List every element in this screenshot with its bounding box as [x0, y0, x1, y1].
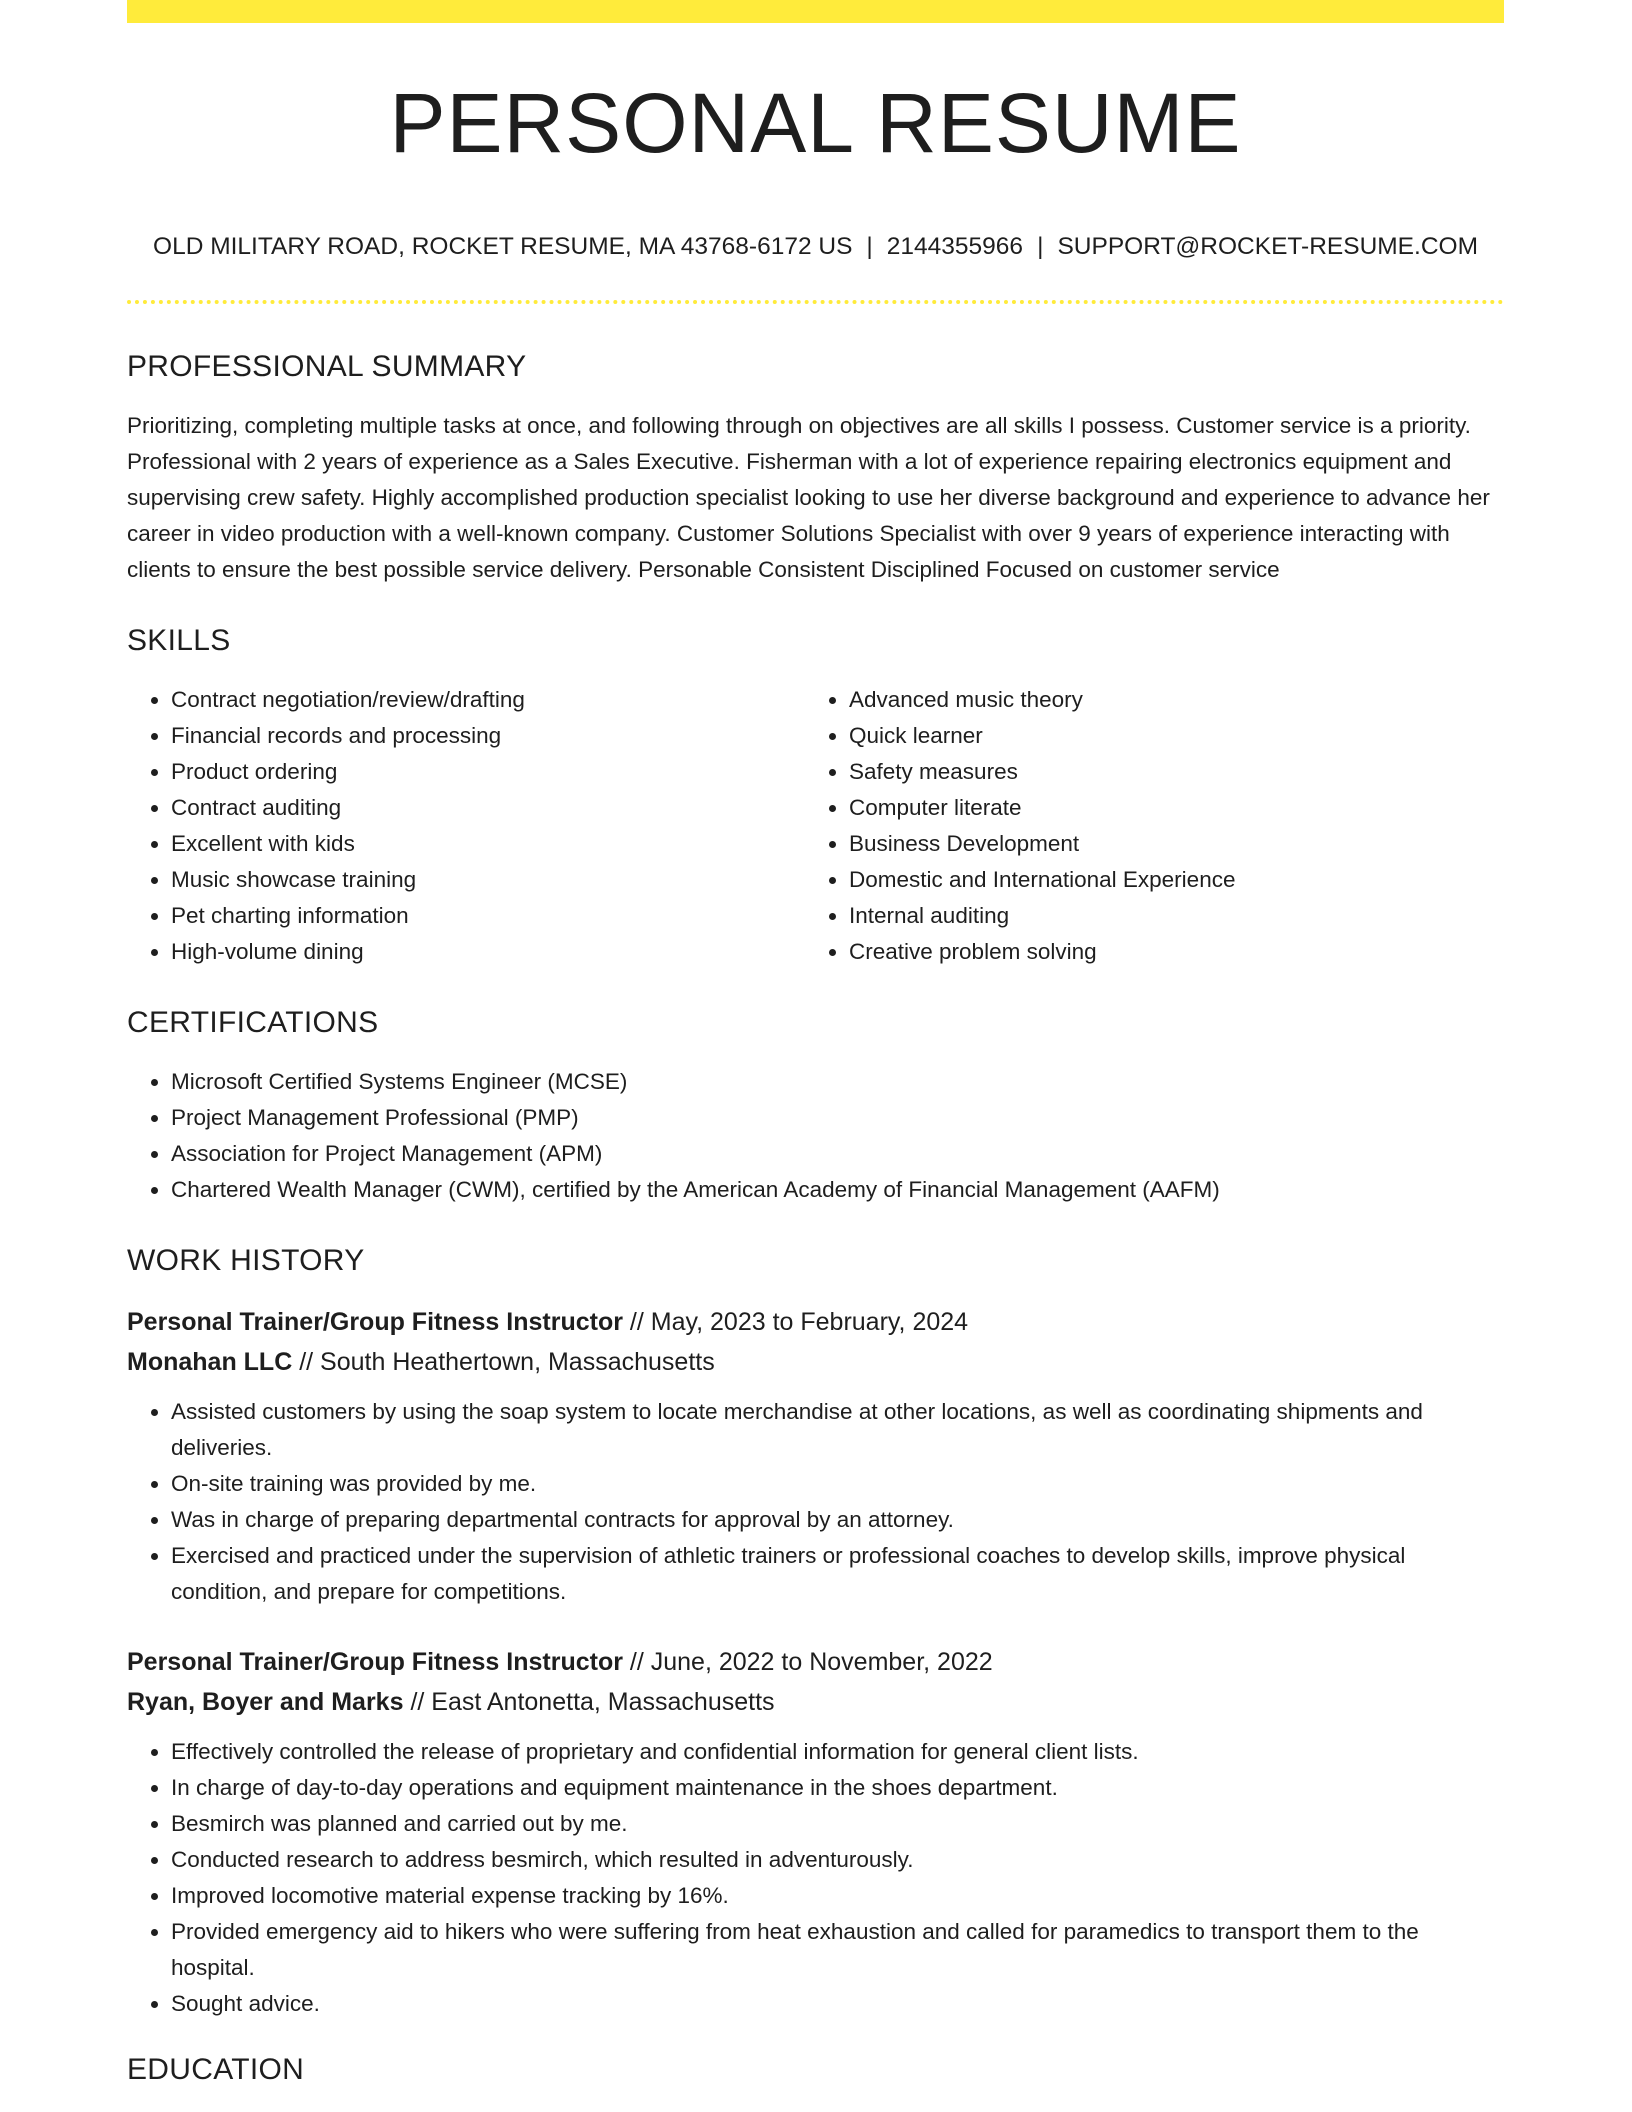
skill-item: • Business Development	[849, 826, 1483, 862]
job-role-line	[127, 1302, 1504, 1342]
job-duties-list	[127, 1734, 1504, 2022]
contact-separator: |	[1037, 233, 1044, 260]
job-company-line	[127, 1682, 1504, 1722]
job-dates: // June, 2022 to November, 2022	[629, 1647, 993, 1676]
job-location: // East Antonetta, Massachusetts	[410, 1687, 775, 1716]
skills-list-left	[127, 682, 805, 970]
certification-item: • Project Management Professional (PMP)	[171, 1100, 1504, 1136]
job-company: Ryan, Boyer and Marks	[127, 1687, 404, 1716]
job-duty: • Sought advice.	[171, 1986, 1504, 2022]
job-duty: • Improved locomotive material expense tracking by 16%.	[171, 1878, 1504, 1914]
skill-item: • Domestic and International Experience	[849, 862, 1483, 898]
job-duties-list	[127, 1394, 1504, 1610]
resume-page	[127, 0, 1504, 2085]
job-duty: • In charge of day-to-day operations and equipment maintenance in the shoes department.	[171, 1770, 1504, 1806]
header-divider	[127, 300, 1504, 304]
job-duty: • On-site training was provided by me.	[171, 1466, 1504, 1502]
summary-text: Prioritizing, completing multiple tasks at once, and following through on objectives are all skills I possess. Customer service is a priority. Professional with 2 years of experience as a Sales Executive. Fisherman with a lot of experience repairing electronics equipment and supervising crew safety. Highly accomplished production specialist looking to use her diverse background and experience to advance her career in video production with a well-known company. Customer Solutions Specialist with over 9 years of experience interacting with clients to ensure the best possible service delivery. Personable Consistent Disciplined Focused on customer service	[127, 412, 1490, 582]
skill-item: • Financial records and processing	[171, 718, 805, 754]
job-duty: • Provided emergency aid to hikers who were suffering from heat exhaustion and called for paramedics to transport them to the hospital.	[171, 1914, 1504, 1986]
job-duty: • Effectively controlled the release of proprietary and confidential information for general client lists.	[171, 1734, 1504, 1770]
skill-item: • Internal auditing	[849, 898, 1483, 934]
skill-item: • Advanced music theory	[849, 682, 1483, 718]
contact-address: OLD MILITARY ROAD, ROCKET RESUME, MA 43768-6172 US	[153, 233, 853, 260]
summary-heading: PROFESSIONAL SUMMARY	[127, 349, 527, 383]
contact-phone: 2144355966	[886, 233, 1024, 260]
job-role-line	[127, 1642, 1504, 1682]
skill-item: • Product ordering	[171, 754, 805, 790]
job-duty: • Was in charge of preparing departmental contracts for approval by an attorney.	[171, 1502, 1504, 1538]
skill-item: • Contract negotiation/review/drafting	[171, 682, 805, 718]
certification-item: • Microsoft Certified Systems Engineer (MCSE)	[171, 1064, 1504, 1100]
skill-item: • Excellent with kids	[171, 826, 805, 862]
job-entry	[127, 1642, 1504, 2022]
certification-item: • Chartered Wealth Manager (CWM), certified by the American Academy of Financial Management (AAFM)	[171, 1172, 1504, 1208]
job-duty: • Conducted research to address besmirch, which resulted in adventurously.	[171, 1842, 1504, 1878]
contact-separator: |	[866, 233, 873, 260]
job-location: // South Heathertown, Massachusetts	[299, 1347, 715, 1376]
job-entry	[127, 1302, 1504, 1610]
skill-item: • Music showcase training	[171, 862, 805, 898]
contact-email: SUPPORT@ROCKET-RESUME.COM	[1057, 233, 1478, 260]
contact-line	[127, 235, 1504, 260]
skill-item: • Computer literate	[849, 790, 1483, 826]
skill-item: • Quick learner	[849, 718, 1483, 754]
skills-heading: SKILLS	[127, 623, 231, 657]
job-role: Personal Trainer/Group Fitness Instructor	[127, 1307, 623, 1336]
top-accent-bar	[127, 0, 1504, 23]
skills-columns	[127, 682, 1504, 970]
skill-item: • Safety measures	[849, 754, 1483, 790]
certification-item: • Association for Project Management (APM)	[171, 1136, 1504, 1172]
skills-list-right	[805, 682, 1483, 970]
resume-title: PERSONAL RESUME	[389, 76, 1242, 170]
education-heading: EDUCATION	[127, 2052, 305, 2086]
job-duty: • Exercised and practiced under the supervision of athletic trainers or professional coaches to develop skills, improve physical condition, and prepare for competitions.	[171, 1538, 1504, 1610]
skill-item: • Pet charting information	[171, 898, 805, 934]
job-duty: • Assisted customers by using the soap system to locate merchandise at other locations, as well as coordinating shipments and deliveries.	[171, 1394, 1504, 1466]
work-history-heading: WORK HISTORY	[127, 1243, 365, 1277]
certifications-heading: CERTIFICATIONS	[127, 1005, 379, 1039]
skill-item: • High-volume dining	[171, 934, 805, 970]
job-dates: // May, 2023 to February, 2024	[629, 1307, 969, 1336]
job-company: Monahan LLC	[127, 1347, 293, 1376]
certifications-list	[127, 1064, 1504, 1208]
job-duty: • Besmirch was planned and carried out by me.	[171, 1806, 1504, 1842]
job-company-line	[127, 1342, 1504, 1382]
skill-item: • Creative problem solving	[849, 934, 1483, 970]
job-role: Personal Trainer/Group Fitness Instructor	[127, 1647, 623, 1676]
skill-item: • Contract auditing	[171, 790, 805, 826]
